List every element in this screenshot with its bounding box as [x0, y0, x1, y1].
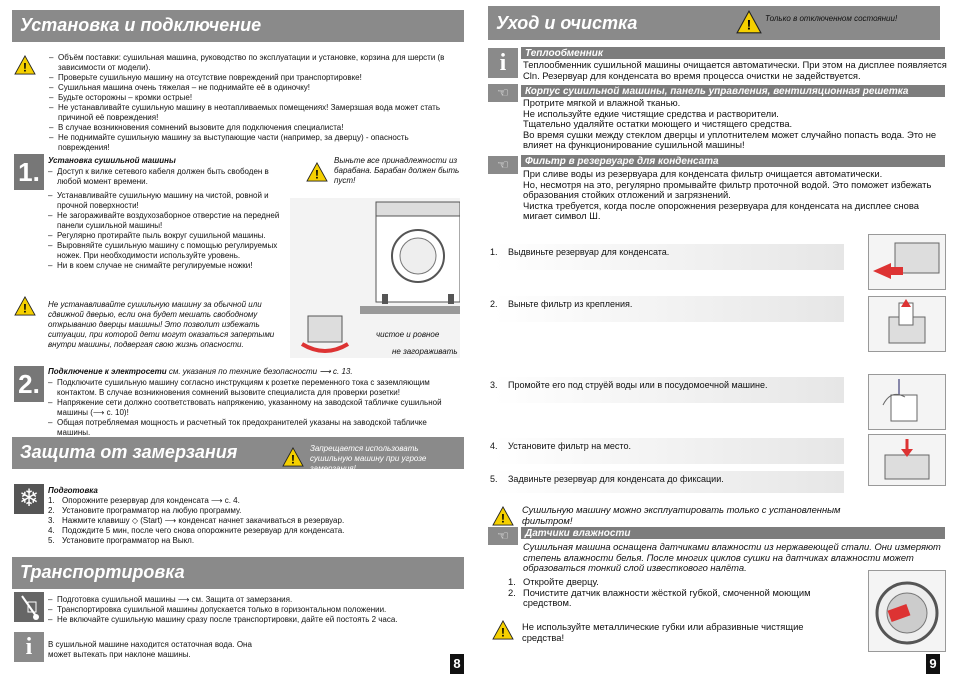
list-item: – Выровняйте сушильную машину с помощью регулируемых ножек. При необходимости используйте уровень. — [48, 241, 292, 261]
warning-triangle-icon — [492, 620, 514, 640]
sensor-warning: Не используйте металлические губки или абразивные чистящие средства! — [522, 621, 804, 643]
hx-title: Теплообменник — [521, 47, 945, 59]
filter-title: Фильтр в резервуаре для конденсата — [521, 155, 945, 167]
list-item: – Подготовка сушильной машины ⟶ см. Защита от замерзания. — [48, 595, 460, 605]
section-title-install: Установка и подключение — [12, 10, 464, 42]
list-item: – Не устанавливайте сушильную машину в неотапливаемых помещениях! Замерзшая вода может стать причиной её повреждения! — [49, 103, 461, 123]
step2-list — [48, 378, 460, 438]
warning-triangle-icon — [492, 506, 514, 526]
filter-text: При сливе воды из резервуара для конденсата фильтр очищается автоматически. Но, несмотря на это, регулярно промывайте фильтр проточной водой. Это поможет избежать образования стойких отложений и загрязнений. Чистка требуется, когда после опорожнения резервуара для конденсата на дисплее снова мигает символ Ш. — [523, 168, 932, 221]
list-item: – Устанавливайте сушильную машину на чистой, ровной и прочной поверхности! — [48, 191, 292, 211]
list-item: – Объём поставки: сушильная машина, руководство по эксплуатации и установке, корзина для шерсти (в зависимости от модели). — [49, 53, 461, 73]
hx-text: Теплообменник сушильной машины очищается автоматически. При этом на дисплее появляется Cln. Резервуар для конденсата во время процесса очистки не задействуется. — [523, 59, 947, 81]
list-item: 1. Опорожните резервуар для конденсата ⟶ с. 4. — [48, 496, 240, 505]
trolley-icon — [14, 592, 44, 622]
list-item: – Общая потребляемая мощность и расчетный ток предохранителей указаны на заводской табличке машины. — [48, 418, 460, 438]
warning-triangle-icon — [306, 162, 328, 182]
hand-icon: ☜ — [488, 527, 518, 545]
list-item: – Не загораживайте воздухозаборное отверстие на передней панели сушильной машины! — [48, 211, 292, 231]
list-item: – Подключите сушильную машину согласно инструкциям к розетке переменного тока с заземляющим контактом. В случае возникновения сомнений вызовите специалиста для проверки розетки! — [48, 378, 460, 398]
section-title-care: Уход и очистка — [488, 6, 940, 40]
sensor-title: Датчики влажности — [521, 527, 945, 539]
list-item: – Транспортировка сушильной машины допускается только в горизонтальном положении. — [48, 605, 460, 615]
moisture-sensor-image — [868, 570, 946, 652]
list-item: – Доступ к вилке сетевого кабеля должен быть свободен в любой момент времени. — [48, 167, 292, 187]
step-item: 1. Выдвиньте резервуар для конденсата. — [494, 244, 844, 270]
hand-icon: ☜ — [488, 84, 518, 102]
sensor-text: Сушильная машина оснащена датчиками влажности из нержавеющей стали. Они измеряют степень влажности белья. После многих циклов сушки на датчиках влажности может образоваться тонкий слой известкового налёта. — [523, 541, 941, 573]
list-item: 1. Откройте дверцу. — [508, 576, 599, 587]
list-item: 5. Установите программатор на Выкл. — [48, 536, 195, 545]
label-block: не загораживать — [392, 347, 458, 356]
step-item: 4. Установите фильтр на место. — [494, 438, 844, 464]
residual-note: В сушильной машине находится остаточная вода. Она может вытекать при наклоне машины. — [48, 640, 252, 659]
body-title: Корпус сушильной машины, панель управления, вентиляционная решетка — [521, 85, 945, 97]
warning-triangle-icon — [282, 447, 304, 467]
snowflake-icon: ❄ — [14, 484, 44, 514]
door-warning: Не устанавливайте сушильную машину за обычной или сдвижной дверью, если она будет мешать свободному открыванию дверцы машины! Это позволит избежать ситуации, при которой дети могут оказаться запертыми внутри машины, подвергая свою жизнь опасности. — [48, 300, 275, 349]
intro-list — [49, 53, 461, 153]
warning-triangle-icon — [736, 10, 762, 34]
hand-icon: ☜ — [488, 156, 518, 174]
filter-warning: Сушильную машину можно эксплуатировать только с установленным фильтром! — [522, 504, 841, 526]
list-item: – Проверьте сушильную машину на отсутствие повреждений при транспортировке! — [49, 73, 461, 83]
step-number: 1. — [14, 154, 44, 190]
list-item: – Напряжение сети должно соответствовать напряжению, указанному на заводской табличке сушильной машины (⟶ с. 10)! — [48, 398, 460, 418]
svg-text:!: ! — [291, 452, 295, 467]
list-item: – Сушильная машина очень тяжелая – не поднимайте её в одиночку! — [49, 83, 461, 93]
list-item: – Ни в коем случае не снимайте регулируемые ножки! — [48, 261, 292, 271]
step-number: 2. — [14, 366, 44, 402]
info-i-icon: i — [14, 632, 44, 662]
list-item: – Не включайте сушильную машину сразу после транспортировки, дайте ей постоять 2 часа. — [48, 615, 460, 625]
prep-title: Подготовка — [48, 486, 98, 495]
list-item: – Не поднимайте сушильную машину за выступающие части (например, за дверцу) - опасность повреждения! — [49, 133, 461, 153]
step1-note: Выньте все принадлежности из барабана. Барабан должен быть пуст! — [334, 156, 460, 185]
svg-text:!: ! — [315, 167, 319, 182]
step2-header: Подключение к электросети см. указания по технике безопасности ⟶ с. 13. — [48, 367, 353, 376]
step-item: 5. Задвиньте резервуар для конденсата до фиксации. — [494, 471, 844, 493]
list-item: 2. Установите программатор на любую программу. — [48, 506, 242, 515]
section-title-transport: Транспортировка — [12, 557, 464, 589]
svg-text:!: ! — [501, 511, 505, 526]
list-item: – В случае возникновения сомнений вызовите для подключения специалиста! — [49, 123, 461, 133]
warning-triangle-icon — [14, 55, 36, 75]
filter-wash-image — [868, 374, 946, 430]
list-item: 3. Нажмите клавишу ◇ (Start) ⟶ конденсат начнет закачиваться в резервуар. — [48, 516, 345, 525]
page-number: 9 — [926, 654, 940, 674]
svg-text:!: ! — [23, 60, 27, 75]
list-item: – Регулярно протирайте пыль вокруг сушильной машины. — [48, 231, 292, 241]
list-item: 4. Подождите 5 мин, после чего снова опорожните резервуар для конденсата. — [48, 526, 345, 535]
sensor-steps — [508, 577, 848, 609]
filter-removal-image — [868, 296, 946, 352]
step-item: 3. Промойте его под струёй воды или в посудомоечной машине. — [494, 377, 844, 403]
svg-text:!: ! — [23, 301, 27, 316]
step-item: 2. Выньте фильтр из крепления. — [494, 296, 844, 322]
container-drawer-image — [868, 234, 946, 290]
section-title-frost: Защита от замерзания — [12, 437, 464, 469]
svg-text:!: ! — [501, 625, 505, 640]
page-number: 8 — [450, 654, 464, 674]
transport-list — [48, 595, 460, 625]
filter-insert-image — [868, 434, 946, 486]
list-item: 2. Почистите датчик влажности жёсткой губкой, смоченной моющим средством. — [508, 586, 811, 608]
body-text: Протрите мягкой и влажной тканью. Не используйте едкие чистящие средства и растворители. Тщательно удаляйте остатки моющего и чистящего средства. Во время сушки между стеклом дверцы и уплотнителем может случайно попасть вода. Это не влияет на функционирование сушильной машины! — [523, 97, 937, 150]
only-off-note: Только в отключенном состоянии! — [765, 14, 898, 23]
info-i-icon: i — [488, 48, 518, 78]
prep-list — [48, 496, 460, 546]
list-item: – Будьте осторожны – кромки острые! — [49, 93, 461, 103]
step1-list — [48, 167, 292, 271]
frost-note: Запрещается использовать сушильную машину при угрозе замерзания! — [310, 444, 427, 473]
warning-triangle-icon — [14, 296, 36, 316]
svg-text:!: ! — [746, 16, 752, 33]
step-title: Установка сушильной машины — [48, 156, 176, 165]
label-clean: чистое и ровное — [376, 330, 440, 339]
